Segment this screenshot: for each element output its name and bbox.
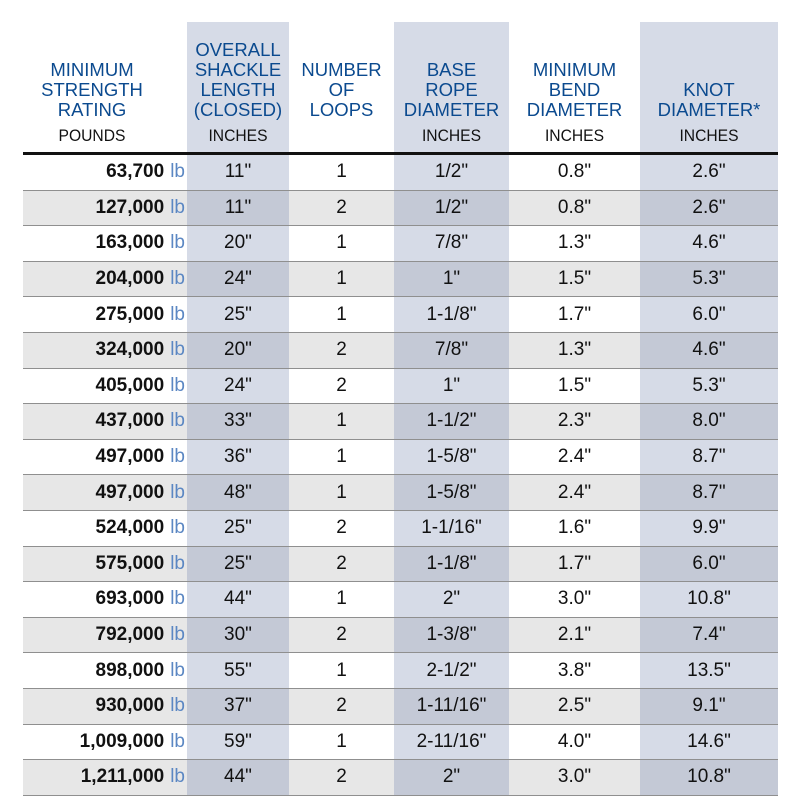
header-unit: INCHES <box>421 126 482 145</box>
bend-diameter-cell: 2.1" <box>509 617 640 653</box>
knot-diameter-cell: 8.7" <box>640 475 778 511</box>
loops-cell: 2 <box>289 332 394 368</box>
header-shackle-length <box>187 22 289 154</box>
shackle-length-cell: 59" <box>187 724 289 760</box>
shackle-length-cell: 30" <box>187 617 289 653</box>
bend-diameter-cell: 1.6" <box>509 510 640 546</box>
loops-cell: 2 <box>289 688 394 724</box>
rating-value: 437,000 <box>95 410 165 432</box>
rating-unit: lb <box>170 481 185 503</box>
shackle-length-cell: 20" <box>187 332 289 368</box>
knot-diameter-cell: 5.3" <box>640 368 778 404</box>
loops-cell: 1 <box>289 297 394 333</box>
strength-rating-cell <box>23 261 187 297</box>
loops-cell: 2 <box>289 368 394 404</box>
strength-rating-cell <box>23 475 187 511</box>
rating-unit: lb <box>170 232 185 254</box>
strength-rating-cell <box>23 510 187 546</box>
table-row <box>23 475 778 511</box>
table-row <box>23 546 778 582</box>
rope-diameter-cell: 1-11/16" <box>394 688 509 724</box>
strength-rating-cell <box>23 154 187 191</box>
knot-diameter-cell: 13.5" <box>640 653 778 689</box>
loops-cell: 2 <box>289 510 394 546</box>
knot-diameter-cell: 4.6" <box>640 226 778 262</box>
shackle-length-cell: 44" <box>187 760 289 796</box>
rating-value: 204,000 <box>95 268 165 290</box>
rating-value: 792,000 <box>95 624 165 646</box>
strength-rating-cell <box>23 617 187 653</box>
rating-value: 1,009,000 <box>79 730 165 752</box>
rope-diameter-cell: 2" <box>394 760 509 796</box>
rating-value: 930,000 <box>95 695 165 717</box>
rope-diameter-cell: 1/2" <box>394 190 509 226</box>
bend-diameter-cell: 4.0" <box>509 724 640 760</box>
bend-diameter-cell: 0.8" <box>509 190 640 226</box>
strength-rating-cell <box>23 332 187 368</box>
shackle-length-cell: 24" <box>187 261 289 297</box>
bend-diameter-cell: 1.7" <box>509 546 640 582</box>
rating-unit: lb <box>170 268 185 290</box>
knot-diameter-cell: 8.0" <box>640 404 778 440</box>
header-title: DIAMETER <box>526 99 623 120</box>
header-title: STRENGTH <box>41 79 143 100</box>
strength-rating-cell <box>23 226 187 262</box>
shackle-length-cell: 37" <box>187 688 289 724</box>
rating-value: 497,000 <box>95 446 165 468</box>
loops-cell: 1 <box>289 439 394 475</box>
rating-value: 324,000 <box>95 339 165 361</box>
header-row <box>23 22 778 154</box>
knot-diameter-cell: 6.0" <box>640 297 778 333</box>
bend-diameter-cell: 2.4" <box>509 439 640 475</box>
rating-unit: lb <box>170 517 185 539</box>
bend-diameter-cell: 1.7" <box>509 297 640 333</box>
loops-cell: 2 <box>289 760 394 796</box>
rating-value: 127,000 <box>95 196 165 218</box>
shackle-length-cell: 44" <box>187 582 289 618</box>
strength-rating-cell <box>23 404 187 440</box>
rating-unit: lb <box>170 339 185 361</box>
header-title: LOOPS <box>309 99 374 120</box>
table-row <box>23 582 778 618</box>
bend-diameter-cell: 2.5" <box>509 688 640 724</box>
rating-unit: lb <box>170 410 185 432</box>
rope-diameter-cell: 1" <box>394 261 509 297</box>
rope-diameter-cell: 1-1/2" <box>394 404 509 440</box>
rope-diameter-cell: 1-5/8" <box>394 475 509 511</box>
shackle-length-cell: 11" <box>187 190 289 226</box>
shackle-spec-table <box>23 22 778 796</box>
bend-diameter-cell: 0.8" <box>509 154 640 191</box>
strength-rating-cell <box>23 724 187 760</box>
rope-diameter-cell: 1-5/8" <box>394 439 509 475</box>
header-title: MINIMUM <box>532 59 617 80</box>
knot-diameter-cell: 10.8" <box>640 760 778 796</box>
rope-diameter-cell: 2-1/2" <box>394 653 509 689</box>
header-number-of-loops <box>289 22 394 154</box>
header-title: OVERALL <box>195 39 281 60</box>
header-title: RATING <box>57 99 127 120</box>
shackle-length-cell: 36" <box>187 439 289 475</box>
shackle-length-cell: 24" <box>187 368 289 404</box>
knot-diameter-cell: 2.6" <box>640 154 778 191</box>
knot-diameter-cell: 6.0" <box>640 546 778 582</box>
knot-diameter-cell: 14.6" <box>640 724 778 760</box>
table-row <box>23 226 778 262</box>
knot-diameter-cell: 5.3" <box>640 261 778 297</box>
header-title: DIAMETER* <box>657 99 761 120</box>
rating-unit: lb <box>170 624 185 646</box>
rating-value: 524,000 <box>95 517 165 539</box>
rating-unit: lb <box>170 196 185 218</box>
table-row <box>23 617 778 653</box>
table-row <box>23 688 778 724</box>
bend-diameter-cell: 1.3" <box>509 226 640 262</box>
rope-diameter-cell: 2-11/16" <box>394 724 509 760</box>
rating-value: 1,211,000 <box>80 766 165 788</box>
rating-unit: lb <box>170 552 185 574</box>
header-title: (CLOSED) <box>193 99 283 120</box>
rope-diameter-cell: 1-3/8" <box>394 617 509 653</box>
bend-diameter-cell: 1.5" <box>509 261 640 297</box>
loops-cell: 1 <box>289 404 394 440</box>
rating-value: 163,000 <box>95 232 165 254</box>
rope-diameter-cell: 2" <box>394 582 509 618</box>
rating-unit: lb <box>170 659 185 681</box>
header-knot-diameter <box>640 22 778 154</box>
knot-diameter-cell: 8.7" <box>640 439 778 475</box>
rating-value: 405,000 <box>95 374 165 396</box>
knot-diameter-cell: 10.8" <box>640 582 778 618</box>
bend-diameter-cell: 3.0" <box>509 760 640 796</box>
loops-cell: 2 <box>289 617 394 653</box>
header-title: ROPE <box>425 79 478 100</box>
shackle-length-cell: 20" <box>187 226 289 262</box>
loops-cell: 1 <box>289 724 394 760</box>
knot-diameter-cell: 7.4" <box>640 617 778 653</box>
knot-diameter-cell: 9.9" <box>640 510 778 546</box>
header-title: BASE <box>426 59 477 80</box>
rating-value: 898,000 <box>95 659 165 681</box>
header-title: DIAMETER <box>403 99 500 120</box>
table-row <box>23 653 778 689</box>
shackle-length-cell: 25" <box>187 297 289 333</box>
rating-value: 693,000 <box>95 588 165 610</box>
loops-cell: 1 <box>289 261 394 297</box>
rating-unit: lb <box>170 303 185 325</box>
header-unit: INCHES <box>544 126 605 145</box>
shackle-length-cell: 25" <box>187 546 289 582</box>
header-min-bend-diameter <box>509 22 640 154</box>
loops-cell: 2 <box>289 546 394 582</box>
strength-rating-cell <box>23 582 187 618</box>
strength-rating-cell <box>23 190 187 226</box>
rating-unit: lb <box>170 766 185 788</box>
rating-unit: lb <box>170 446 185 468</box>
strength-rating-cell <box>23 297 187 333</box>
rating-unit: lb <box>170 730 185 752</box>
header-title: OF <box>328 79 355 100</box>
rating-unit: lb <box>170 588 185 610</box>
table-row <box>23 297 778 333</box>
knot-diameter-cell: 4.6" <box>640 332 778 368</box>
rope-diameter-cell: 7/8" <box>394 226 509 262</box>
table-body <box>23 154 778 796</box>
bend-diameter-cell: 3.0" <box>509 582 640 618</box>
strength-rating-cell <box>23 688 187 724</box>
bend-diameter-cell: 1.3" <box>509 332 640 368</box>
rating-value: 275,000 <box>95 303 165 325</box>
bend-diameter-cell: 2.3" <box>509 404 640 440</box>
strength-rating-cell <box>23 439 187 475</box>
rope-diameter-cell: 1-1/8" <box>394 546 509 582</box>
header-unit: INCHES <box>679 126 739 145</box>
header-unit: INCHES <box>208 126 268 145</box>
loops-cell: 1 <box>289 582 394 618</box>
loops-cell: 1 <box>289 226 394 262</box>
table-row <box>23 439 778 475</box>
loops-cell: 2 <box>289 190 394 226</box>
knot-diameter-cell: 2.6" <box>640 190 778 226</box>
header-title: NUMBER <box>301 59 382 80</box>
table-row <box>23 724 778 760</box>
rope-diameter-cell: 1" <box>394 368 509 404</box>
header-title: MINIMUM <box>50 59 134 80</box>
rating-unit: lb <box>170 374 185 396</box>
loops-cell: 1 <box>289 475 394 511</box>
table-row <box>23 368 778 404</box>
shackle-length-cell: 48" <box>187 475 289 511</box>
table-row <box>23 332 778 368</box>
table-row <box>23 190 778 226</box>
header-strength-rating <box>23 22 187 154</box>
rating-unit: lb <box>170 161 185 183</box>
table-row <box>23 154 778 191</box>
bend-diameter-cell: 3.8" <box>509 653 640 689</box>
shackle-length-cell: 11" <box>187 154 289 191</box>
rope-diameter-cell: 1/2" <box>394 154 509 191</box>
strength-rating-cell <box>23 368 187 404</box>
rating-unit: lb <box>170 695 185 717</box>
loops-cell: 1 <box>289 154 394 191</box>
header-title: BEND <box>548 79 601 100</box>
rope-diameter-cell: 1-1/16" <box>394 510 509 546</box>
rating-value: 497,000 <box>95 481 165 503</box>
rope-diameter-cell: 1-1/8" <box>394 297 509 333</box>
loops-cell: 1 <box>289 653 394 689</box>
bend-diameter-cell: 1.5" <box>509 368 640 404</box>
header-title: SHACKLE <box>194 59 282 80</box>
header-unit <box>295 126 388 146</box>
rating-value: 575,000 <box>95 552 165 574</box>
header-title: LENGTH <box>200 79 276 100</box>
strength-rating-cell <box>23 653 187 689</box>
shackle-length-cell: 55" <box>187 653 289 689</box>
rating-value: 63,700 <box>106 161 165 183</box>
header-base-rope-diameter <box>394 22 509 154</box>
header-unit: POUNDS <box>58 126 126 145</box>
bend-diameter-cell: 2.4" <box>509 475 640 511</box>
strength-rating-cell <box>23 760 187 796</box>
strength-rating-cell <box>23 546 187 582</box>
table-row <box>23 261 778 297</box>
shackle-length-cell: 33" <box>187 404 289 440</box>
header-title: KNOT <box>683 79 735 100</box>
knot-diameter-cell: 9.1" <box>640 688 778 724</box>
table-row <box>23 760 778 796</box>
table-row <box>23 404 778 440</box>
shackle-length-cell: 25" <box>187 510 289 546</box>
rope-diameter-cell: 7/8" <box>394 332 509 368</box>
table-row <box>23 510 778 546</box>
